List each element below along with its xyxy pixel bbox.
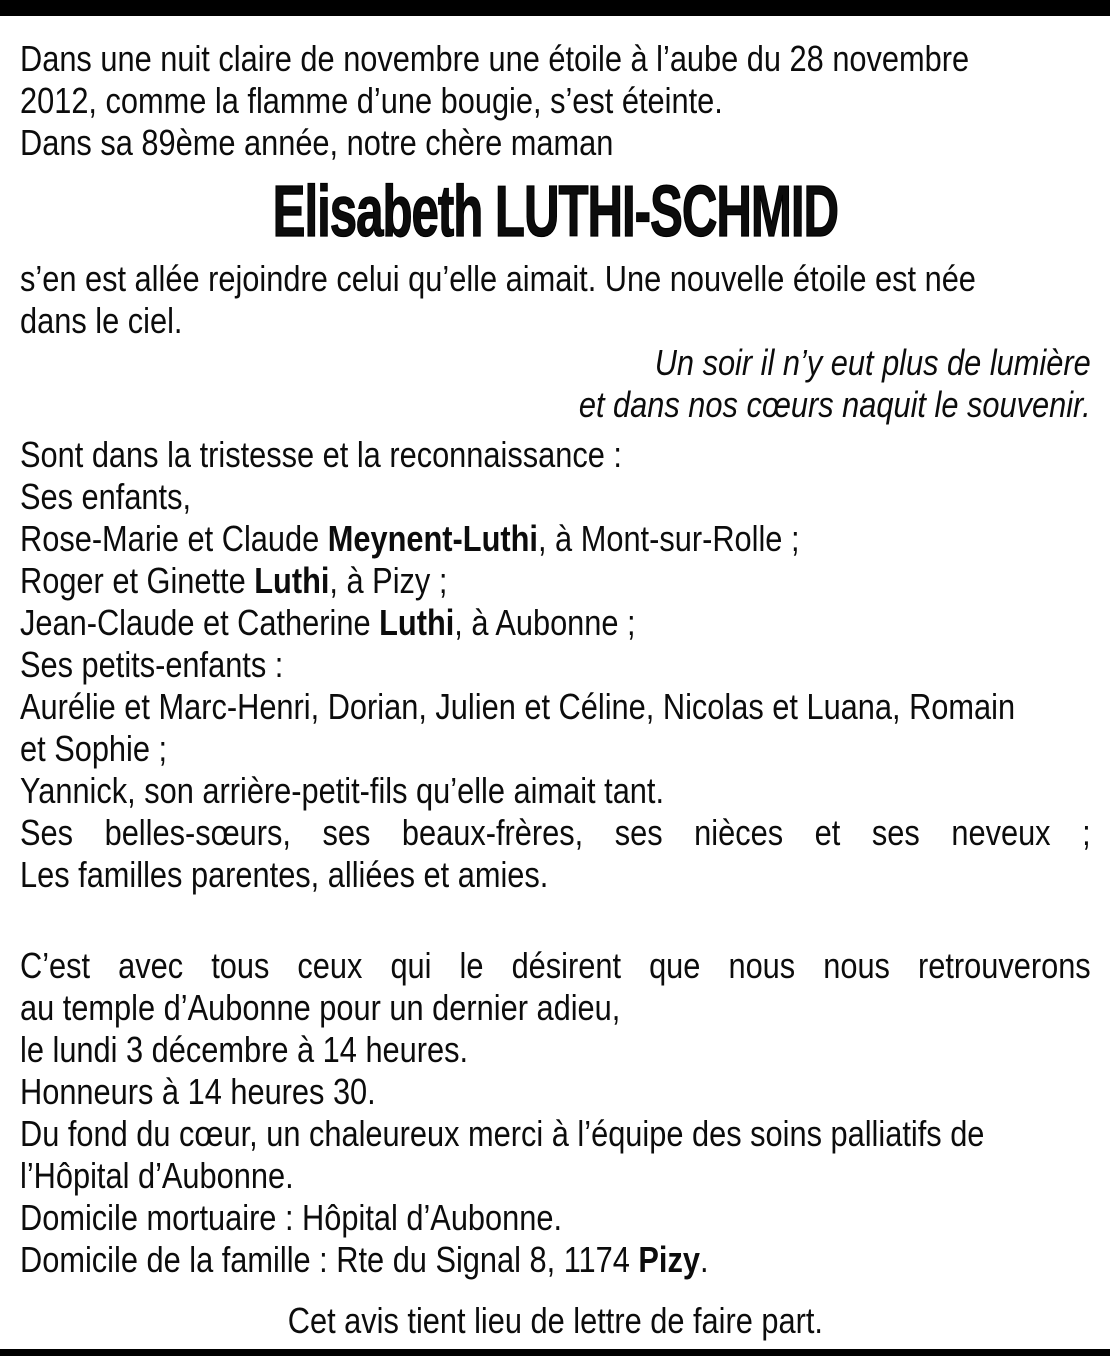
text-segment: Domicile de la famille : Rte du Signal 8, 1174 — [20, 1239, 639, 1280]
text-segment: Dans sa 89ème année, notre chère maman — [20, 122, 614, 163]
text-line — [20, 854, 1091, 896]
text-segment: Cet avis tient lieu de lettre de faire part. — [287, 1300, 823, 1341]
text-segment: Un soir il n’y eut plus de lumière — [654, 342, 1091, 383]
text-line — [20, 342, 1091, 384]
text-segment: Ses enfants, — [20, 476, 192, 517]
text-line — [20, 1239, 1091, 1281]
text-segment: Jean-Claude et Catherine — [20, 602, 380, 643]
text-segment: l’Hôpital d’Aubonne. — [20, 1155, 294, 1196]
text-line — [20, 560, 1091, 602]
text-segment: Roger et Ginette — [20, 560, 255, 601]
text-segment: Rose-Marie et Claude — [20, 518, 328, 559]
text-line — [20, 945, 1091, 987]
bottom-divider — [0, 1349, 1110, 1356]
text-line — [20, 770, 1091, 812]
text-line — [20, 987, 1091, 1029]
text-segment: Yannick, son arrière-petit-fils qu’elle aimait tant. — [20, 770, 665, 811]
text-segment: dans le ciel. — [20, 300, 183, 341]
text-segment: , à Aubonne ; — [454, 602, 636, 643]
text-line — [20, 644, 1091, 686]
text-segment: C’est avec tous ceux qui le désirent que nous nous retrouverons — [20, 945, 1091, 986]
text-segment: Du fond du cœur, un chaleureux merci à l’équipe des soins palliatifs de — [20, 1113, 985, 1154]
text-segment: Sont dans la tristesse et la reconnaissance : — [20, 434, 622, 475]
family-name-bold: Luthi — [379, 602, 455, 643]
text-segment: s’en est allée rejoindre celui qu’elle aimait. Une nouvelle étoile est née — [20, 258, 976, 299]
text-line — [20, 258, 1091, 300]
text-segment: Ses belles-sœurs, ses beaux-frères, ses nièces et ses neveux ; — [20, 812, 1091, 853]
text-line — [20, 728, 1091, 770]
text-segment: Aurélie et Marc-Henri, Dorian, Julien et Céline, Nicolas et Luana, Romain — [20, 686, 1016, 727]
family-name-bold: Luthi — [254, 560, 330, 601]
text-line — [20, 300, 1091, 342]
text-line — [20, 434, 1091, 476]
text-segment: Les familles parentes, alliées et amies. — [20, 854, 549, 895]
text-line — [20, 80, 1091, 122]
text-line — [20, 686, 1091, 728]
text-segment: . — [699, 1239, 709, 1280]
text-line — [20, 602, 1091, 644]
text-segment: Domicile mortuaire : Hôpital d’Aubonne. — [20, 1197, 563, 1238]
text-segment: , à Mont-sur-Rolle ; — [537, 518, 800, 559]
text-line — [20, 38, 1091, 80]
text-line — [20, 1300, 1091, 1342]
text-line — [20, 1113, 1091, 1155]
text-segment: et Sophie ; — [20, 728, 168, 769]
text-segment: Elisabeth LUTHI-SCHMID — [272, 172, 839, 252]
text-line — [20, 1071, 1091, 1113]
text-segment: au temple d’Aubonne pour un dernier adieu, — [20, 987, 621, 1028]
text-line — [20, 1029, 1091, 1071]
text-segment: Honneurs à 14 heures 30. — [20, 1071, 376, 1112]
text-segment: et dans nos cœurs naquit le souvenir. — [578, 384, 1091, 425]
family-name-bold: Pizy — [638, 1239, 700, 1280]
text-line — [20, 1155, 1091, 1197]
text-line — [20, 1197, 1091, 1239]
text-segment: le lundi 3 décembre à 14 heures. — [20, 1029, 469, 1070]
text-line — [20, 476, 1091, 518]
deceased-name — [127, 172, 984, 252]
text-segment: Dans une nuit claire de novembre une étoile à l’aube du 28 novembre — [20, 38, 970, 79]
text-segment: Ses petits-enfants : — [20, 644, 284, 685]
top-divider — [0, 0, 1110, 16]
text-segment: , à Pizy ; — [329, 560, 448, 601]
notice-body — [20, 38, 1091, 1342]
text-line — [20, 384, 1091, 426]
text-line — [20, 518, 1091, 560]
text-line — [20, 122, 1091, 164]
family-name-bold: Meynent-Luthi — [327, 518, 538, 559]
text-line — [20, 812, 1091, 854]
text-segment: 2012, comme la flamme d’une bougie, s’est éteinte. — [20, 80, 723, 121]
